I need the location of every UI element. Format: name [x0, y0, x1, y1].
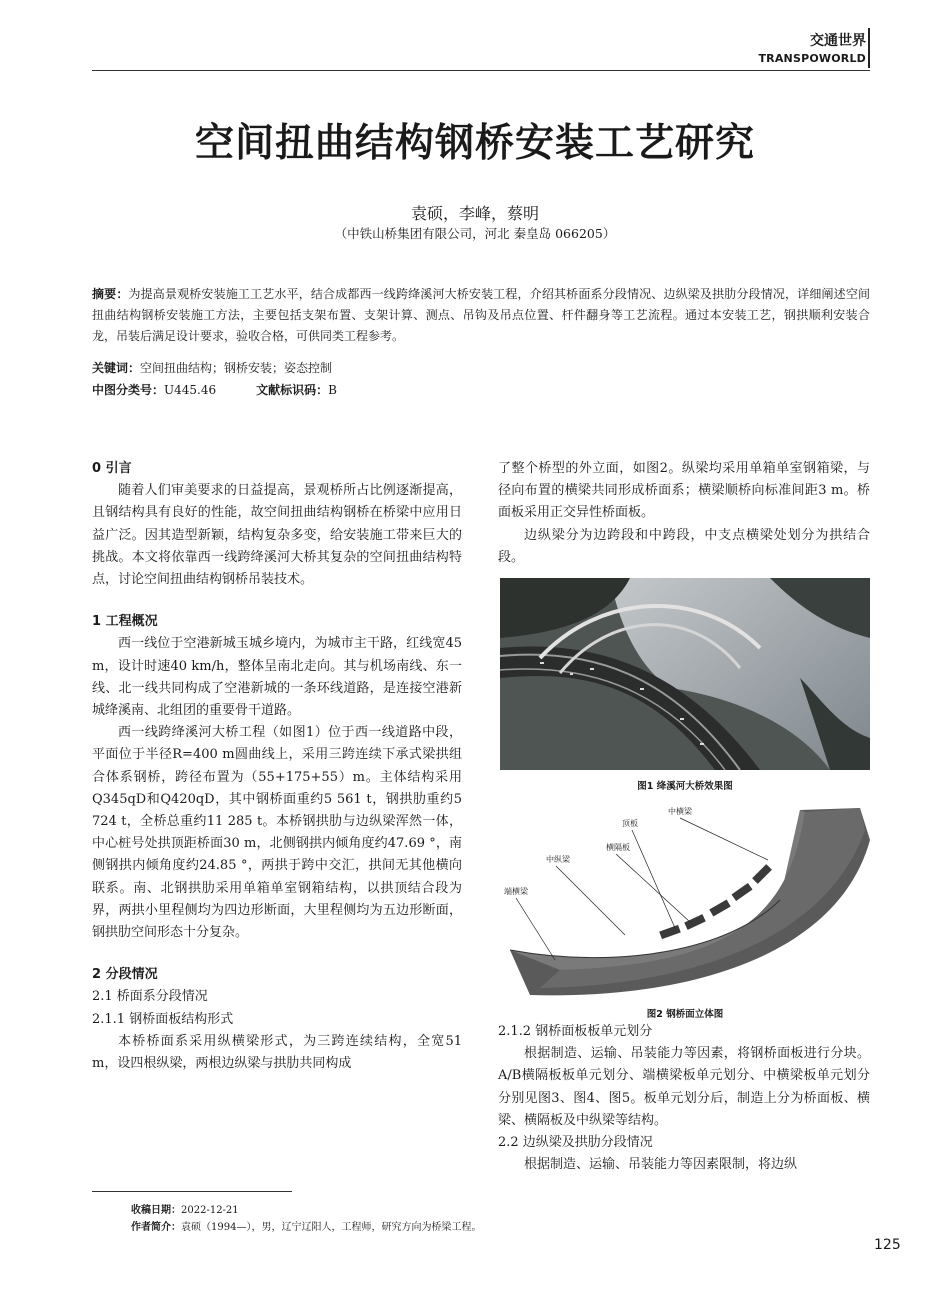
author-bio: [131, 1218, 481, 1233]
page-number: 125: [874, 1237, 901, 1253]
section-2-1-1-title: 2.1.1 钢桥面板结构形式: [92, 1011, 234, 1027]
section-2-title: 2 分段情况: [92, 967, 158, 983]
affiliation: （中铁山桥集团有限公司，河北 秦皇岛 066205）: [334, 226, 616, 241]
deck-3d-diagram: [500, 800, 870, 1000]
figure-1-caption: 图1 绛溪河大桥效果图: [637, 781, 733, 792]
left-column: [92, 458, 462, 1075]
author-bio-text: 袁硕（1994—），男，辽宁辽阳人，工程师，研究方向为桥梁工程。: [181, 1222, 482, 1233]
header-rule: [92, 70, 870, 71]
keywords-text: 空间扭曲结构；钢桥安装；姿态控制: [140, 361, 333, 375]
right-column-bottom: [498, 1021, 870, 1176]
section-0-paragraph: 随着人们审美要求的日益提高，景观桥所占比例逐渐提高，且钢结构具有良好的性能，故空间扭曲结构钢桥在桥梁中应用日益广泛。因其造型新颖，结构复杂多变，给安装施工带来巨大的挑战。本文将依靠西一线跨绛溪河大桥其复杂的空间扭曲结构特点，讨论空间扭曲结构钢桥吊装技术。: [92, 483, 462, 588]
clc-label: 中图分类号：: [92, 383, 165, 397]
section-2-1-title: 2.1 桥面系分段情况: [92, 989, 208, 1005]
keywords-label: 关键词：: [92, 361, 141, 375]
received-value: 2022-12-21: [181, 1205, 239, 1216]
doc-code-value: B: [328, 383, 337, 397]
label-end-beam: 端横梁: [504, 887, 528, 896]
authors: 袁硕，李峰，蔡明: [410, 204, 539, 223]
journal-name-en: TRANSPOWORLD: [758, 52, 866, 65]
section-2-1-1-paragraph: 本桥桥面系采用纵横梁形式，为三跨连续结构，全宽51 m，设四根纵梁，两根边纵梁与拱肋共同构成: [92, 1033, 462, 1072]
doc-code-label: 文献标识码：: [256, 383, 329, 397]
figure-2: [500, 800, 870, 1000]
received-date: [131, 1201, 239, 1216]
section-1-paragraph-2: 西一线跨绛溪河大桥工程（如图1）位于西一线道路中段，平面位于半径R=400 m圆曲线上，采用三跨连续下承式梁拱组合体系钢桥，跨径布置为（55+175+55）m。主体结构采用Q345qD和Q420qD，其中钢桥面重约5 561 t，钢拱肋重约5 724 t，全桥总重约11 285 t。本桥钢拱肋与边纵梁浑然一体，中心桩号处拱顶距桥面30 m，北侧钢拱内倾角度约47.69 °，南侧钢拱内倾角度约24.85 °，两拱于跨中交汇，拱间无其他横向联系。南、北钢拱肋采用单箱单室钢箱结构，以拱顶结合段为界，两拱小里程侧均为四边形断面，大里程侧均为五边形断面，钢拱肋空间形态十分复杂。: [92, 725, 462, 941]
footnote-rule: [92, 1191, 292, 1192]
clc-value: U445.46: [164, 383, 217, 397]
label-top-plate: 顶板: [622, 819, 638, 828]
section-0-title: 0 引言: [92, 461, 132, 476]
received-label: 收稿日期：: [131, 1205, 181, 1216]
abstract-label: 摘要：: [92, 287, 129, 301]
figure-1: [500, 578, 870, 770]
paper-title: 空间扭曲结构钢桥安装工艺研究: [194, 121, 755, 166]
section-2-2-paragraph: 根据制造、运输、吊装能力等因素限制，将边纵: [524, 1157, 798, 1173]
section-1-title: 1 工程概况: [92, 614, 158, 630]
journal-name-cn: 交通世界: [810, 33, 866, 49]
header-divider: [868, 28, 870, 68]
section-2-1-2-paragraph: 根据制造、运输、吊装能力等因素，将钢桥面板进行分块。A/B横隔板板单元划分、端横梁板单元划分、中横梁板单元划分分别见图3、图4、图5。板单元划分后，制造上分为桥面板、横梁、横隔板及中纵梁等结构。: [498, 1046, 870, 1128]
label-mid-beam: 中横梁: [668, 807, 692, 816]
section-2-2-title: 2.2 边纵梁及拱肋分段情况: [498, 1135, 653, 1151]
right-paragraph-2: 边纵梁分为边跨段和中跨段，中支点横梁处划分为拱结合段。: [498, 527, 870, 565]
keywords: [92, 359, 870, 376]
right-column-top: [498, 458, 870, 569]
label-mid-long: 中纵梁: [546, 855, 570, 864]
abstract-text: 为提高景观桥安装施工工艺水平，结合成都西一线跨绛溪河大桥安装工程，介绍其桥面系分段情况、边纵梁及拱肋分段情况，详细阐述空间扭曲结构钢桥安装施工方法，主要包括支架布置、支架计算、测点、吊钩及吊点位置、杆件翻身等工艺流程。通过本安装工艺，钢拱顺利安装合龙，吊装后满足设计要求，验收合格，可供同类工程参考。: [92, 287, 870, 343]
label-diaphragm: 横隔板: [606, 843, 630, 852]
classification: [92, 381, 870, 398]
abstract: [92, 284, 870, 347]
section-1-paragraph-1: 西一线位于空港新城玉城乡境内，为城市主干路，红线宽45 m，设计时速40 km/h，整体呈南北走向。其与机场南线、东一线、北一线共同构成了空港新城的一条环线道路，是连接空港新城绛溪南、北组团的重要骨干道路。: [92, 636, 462, 719]
section-2-1-2-title: 2.1.2 钢桥面板板单元划分: [498, 1024, 653, 1039]
author-bio-label: 作者简介：: [131, 1222, 181, 1233]
figure-2-caption: 图2 钢桥面立体图: [646, 1009, 724, 1020]
continued-paragraph: 了整个桥型的外立面，如图2。纵梁均采用单箱单室钢箱梁，与径向布置的横梁共同形成桥面系；横梁顺桥向标准间距3 m。桥面板采用正交异性桥面板。: [498, 461, 870, 521]
bridge-rendering-image: [500, 578, 870, 770]
